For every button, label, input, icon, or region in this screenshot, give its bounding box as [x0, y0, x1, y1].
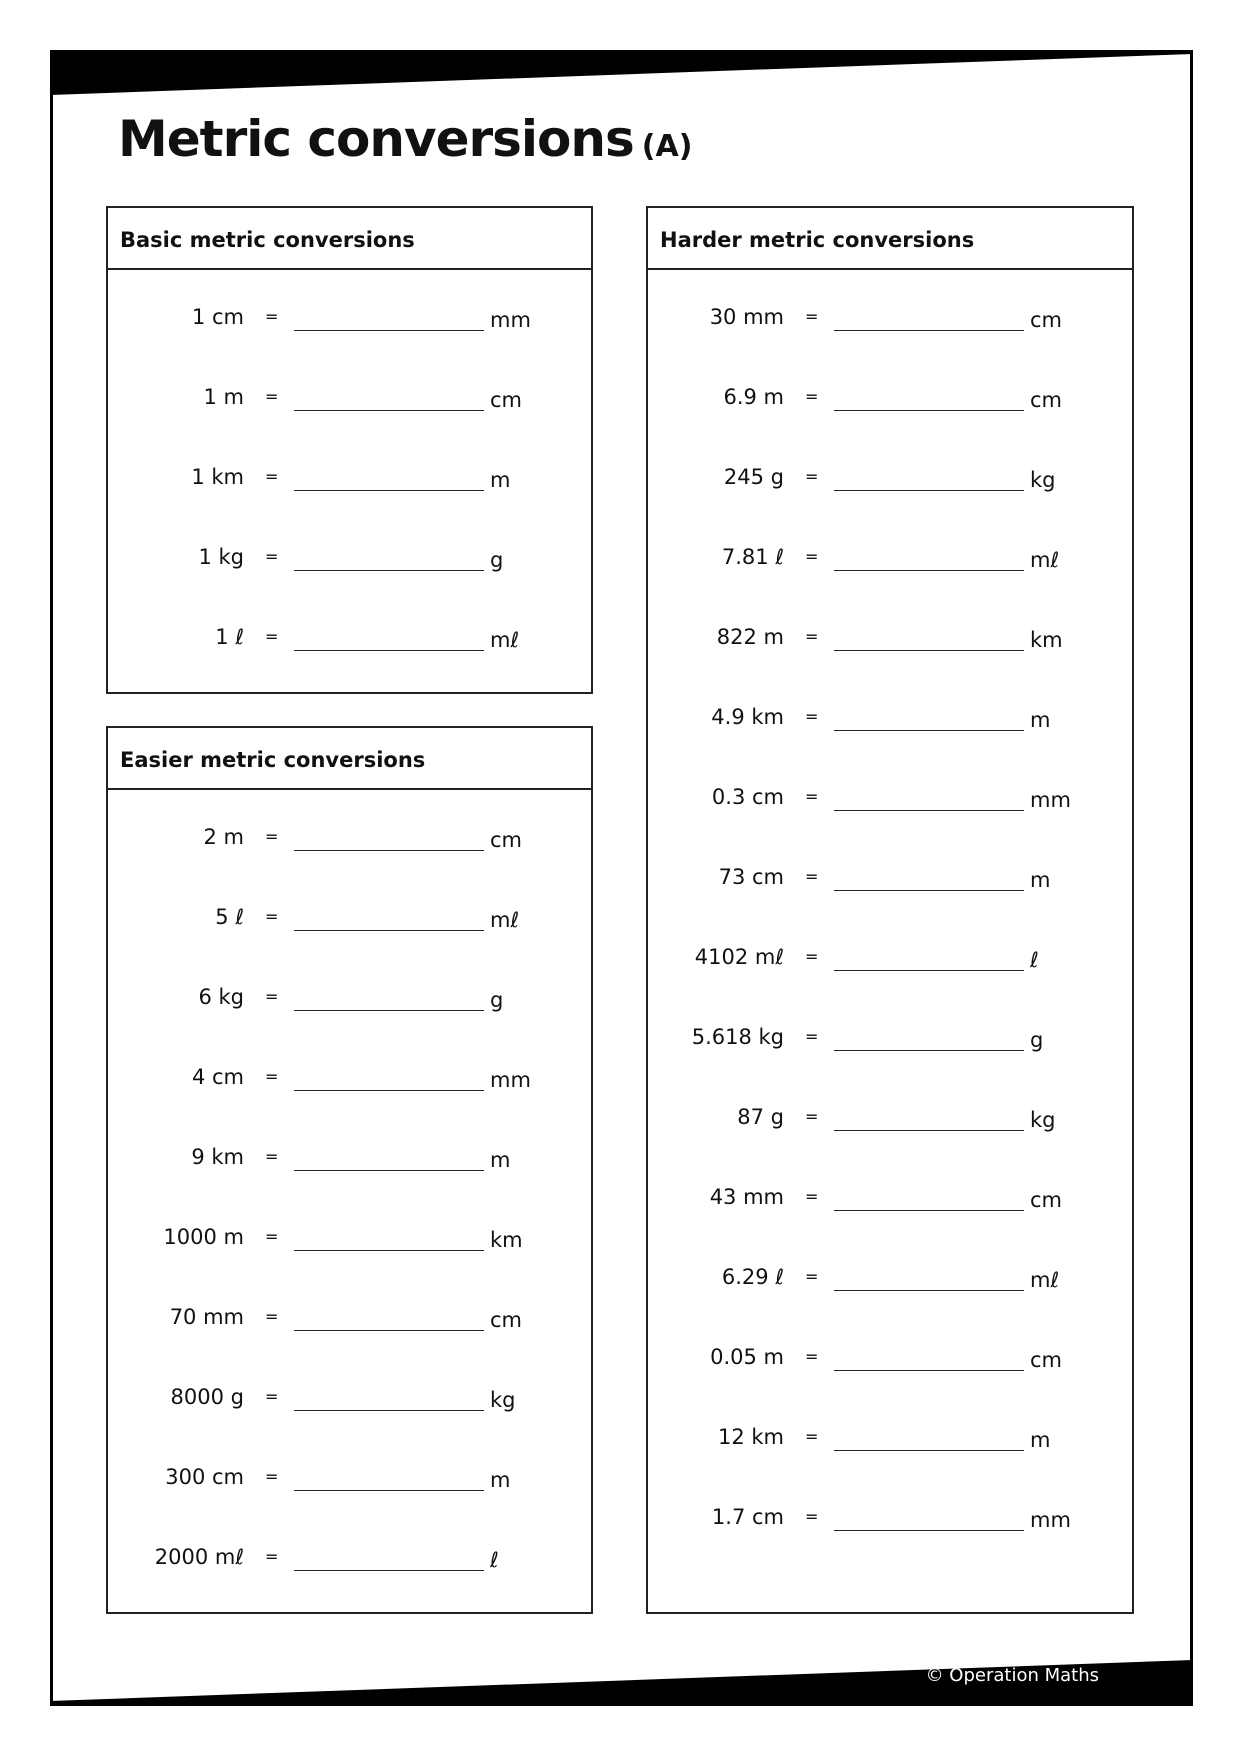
target-unit: g — [490, 988, 504, 1012]
given-quantity: 1 cm — [191, 305, 244, 329]
answer-blank[interactable] — [834, 1050, 1024, 1051]
conversion-row — [108, 1145, 591, 1185]
answer-blank[interactable] — [834, 1370, 1024, 1371]
conversion-row — [108, 985, 591, 1025]
given-quantity: 70 mm — [169, 1305, 244, 1329]
target-unit: cm — [1030, 1348, 1063, 1372]
conversion-row — [648, 1185, 1132, 1225]
given-quantity: 1.7 cm — [711, 1505, 784, 1529]
panel-harder — [646, 206, 1134, 1614]
equals-sign: = — [805, 1267, 819, 1286]
given-quantity: 5 ℓ — [215, 905, 244, 929]
answer-blank[interactable] — [294, 1090, 484, 1091]
target-unit: kg — [1030, 468, 1056, 492]
equals-sign: = — [805, 307, 819, 326]
conversion-row — [648, 1105, 1132, 1145]
target-unit: mm — [490, 308, 531, 332]
target-unit: mℓ — [490, 628, 520, 652]
equals-sign: = — [265, 1147, 279, 1166]
equals-sign: = — [265, 1467, 279, 1486]
conversion-row — [648, 1265, 1132, 1305]
answer-blank[interactable] — [834, 970, 1024, 971]
equals-sign: = — [265, 1227, 279, 1246]
equals-sign: = — [265, 1307, 279, 1326]
panel-heading: Easier metric conversions — [108, 728, 591, 790]
equals-sign: = — [265, 907, 279, 926]
target-unit: mm — [490, 1068, 531, 1092]
conversion-row — [648, 1505, 1132, 1545]
conversion-row — [648, 545, 1132, 585]
conversion-row — [108, 1465, 591, 1505]
equals-sign: = — [805, 787, 819, 806]
target-unit: m — [1030, 708, 1051, 732]
target-unit: m — [490, 1148, 511, 1172]
given-quantity: 4102 mℓ — [694, 945, 784, 969]
target-unit: m — [1030, 868, 1051, 892]
conversion-row — [108, 1225, 591, 1265]
answer-blank[interactable] — [834, 1130, 1024, 1131]
target-unit: ℓ — [1030, 948, 1039, 972]
answer-blank[interactable] — [834, 410, 1024, 411]
equals-sign: = — [805, 1347, 819, 1366]
equals-sign: = — [265, 627, 279, 646]
conversion-row — [648, 1425, 1132, 1465]
given-quantity: 8000 g — [170, 1385, 244, 1409]
given-quantity: 1 kg — [198, 545, 244, 569]
answer-blank[interactable] — [294, 1410, 484, 1411]
target-unit: m — [490, 1468, 511, 1492]
equals-sign: = — [265, 987, 279, 1006]
equals-sign: = — [805, 1187, 819, 1206]
conversion-row — [648, 865, 1132, 905]
answer-blank[interactable] — [294, 330, 484, 331]
given-quantity: 2000 mℓ — [154, 1545, 244, 1569]
answer-blank[interactable] — [294, 1570, 484, 1571]
conversion-row — [108, 1305, 591, 1345]
equals-sign: = — [805, 1507, 819, 1526]
conversion-row — [648, 1345, 1132, 1385]
panel-easier — [106, 726, 593, 1614]
answer-blank[interactable] — [294, 570, 484, 571]
given-quantity: 6.9 m — [723, 385, 784, 409]
copyright-text: © Operation Maths — [925, 1665, 1099, 1686]
given-quantity: 822 m — [716, 625, 784, 649]
conversion-row — [108, 385, 591, 425]
conversion-row — [648, 785, 1132, 825]
answer-blank[interactable] — [294, 490, 484, 491]
top-band — [0, 50, 1241, 95]
given-quantity: 87 g — [737, 1105, 784, 1129]
answer-blank[interactable] — [294, 850, 484, 851]
equals-sign: = — [265, 547, 279, 566]
conversion-row — [648, 945, 1132, 985]
answer-blank[interactable] — [294, 650, 484, 651]
given-quantity: 6.29 ℓ — [721, 1265, 784, 1289]
target-unit: g — [1030, 1028, 1044, 1052]
given-quantity: 5.618 kg — [691, 1025, 784, 1049]
given-quantity: 6 kg — [198, 985, 244, 1009]
target-unit: kg — [490, 1388, 516, 1412]
conversion-row — [648, 1025, 1132, 1065]
equals-sign: = — [265, 1547, 279, 1566]
target-unit: kg — [1030, 1108, 1056, 1132]
conversion-row — [108, 545, 591, 585]
given-quantity: 73 cm — [718, 865, 784, 889]
conversion-row — [108, 305, 591, 345]
answer-blank[interactable] — [834, 810, 1024, 811]
given-quantity: 300 cm — [165, 1465, 244, 1489]
equals-sign: = — [805, 467, 819, 486]
equals-sign: = — [805, 547, 819, 566]
panel-basic — [106, 206, 593, 694]
given-quantity: 4.9 km — [711, 705, 784, 729]
equals-sign: = — [805, 867, 819, 886]
target-unit: ℓ — [490, 1548, 499, 1572]
given-quantity: 0.05 m — [710, 1345, 784, 1369]
target-unit: cm — [490, 388, 523, 412]
equals-sign: = — [265, 827, 279, 846]
given-quantity: 1 m — [203, 385, 244, 409]
conversion-row — [108, 1545, 591, 1585]
conversion-row — [648, 385, 1132, 425]
answer-blank[interactable] — [834, 1450, 1024, 1451]
page-title — [118, 110, 692, 168]
equals-sign: = — [805, 387, 819, 406]
target-unit: mm — [1030, 788, 1071, 812]
conversion-row — [108, 1385, 591, 1425]
given-quantity: 4 cm — [191, 1065, 244, 1089]
equals-sign: = — [805, 1427, 819, 1446]
answer-blank[interactable] — [294, 1490, 484, 1491]
given-quantity: 1 km — [191, 465, 244, 489]
equals-sign: = — [265, 387, 279, 406]
target-unit: mℓ — [1030, 548, 1060, 572]
given-quantity: 12 km — [717, 1425, 784, 1449]
panel-heading: Basic metric conversions — [108, 208, 591, 270]
answer-blank[interactable] — [294, 930, 484, 931]
page-title-text: Metric conversions — [118, 110, 634, 168]
equals-sign: = — [265, 1387, 279, 1406]
equals-sign: = — [805, 707, 819, 726]
answer-blank[interactable] — [834, 1290, 1024, 1291]
answer-blank[interactable] — [834, 1530, 1024, 1531]
equals-sign: = — [805, 1027, 819, 1046]
target-unit: cm — [1030, 388, 1063, 412]
conversion-row — [108, 465, 591, 505]
target-unit: cm — [490, 828, 523, 852]
given-quantity: 43 mm — [709, 1185, 784, 1209]
target-unit: km — [490, 1228, 523, 1252]
answer-blank[interactable] — [294, 1010, 484, 1011]
answer-blank[interactable] — [834, 330, 1024, 331]
answer-blank[interactable] — [834, 650, 1024, 651]
target-unit: m — [490, 468, 511, 492]
equals-sign: = — [265, 1067, 279, 1086]
conversion-row — [648, 465, 1132, 505]
target-unit: mm — [1030, 1508, 1071, 1532]
equals-sign: = — [805, 627, 819, 646]
conversion-row — [648, 305, 1132, 345]
target-unit: g — [490, 548, 504, 572]
answer-blank[interactable] — [834, 570, 1024, 571]
panel-heading: Harder metric conversions — [648, 208, 1132, 270]
given-quantity: 7.81 ℓ — [721, 545, 784, 569]
given-quantity: 1000 m — [163, 1225, 244, 1249]
conversion-row — [108, 625, 591, 665]
target-unit: m — [1030, 1428, 1051, 1452]
equals-sign: = — [265, 467, 279, 486]
target-unit: cm — [1030, 308, 1063, 332]
target-unit: mℓ — [1030, 1268, 1060, 1292]
answer-blank[interactable] — [834, 890, 1024, 891]
given-quantity: 245 g — [723, 465, 784, 489]
page-title-suffix: (A) — [641, 129, 693, 164]
answer-blank[interactable] — [294, 1250, 484, 1251]
answer-blank[interactable] — [294, 410, 484, 411]
target-unit: cm — [490, 1308, 523, 1332]
given-quantity: 2 m — [203, 825, 244, 849]
given-quantity: 30 mm — [709, 305, 784, 329]
answer-blank[interactable] — [834, 730, 1024, 731]
conversion-row — [648, 705, 1132, 745]
target-unit: km — [1030, 628, 1063, 652]
given-quantity: 1 ℓ — [215, 625, 244, 649]
equals-sign: = — [265, 307, 279, 326]
conversion-row — [108, 1065, 591, 1105]
answer-blank[interactable] — [834, 1210, 1024, 1211]
answer-blank[interactable] — [834, 490, 1024, 491]
target-unit: mℓ — [490, 908, 520, 932]
answer-blank[interactable] — [294, 1170, 484, 1171]
equals-sign: = — [805, 947, 819, 966]
given-quantity: 9 km — [191, 1145, 244, 1169]
conversion-row — [648, 625, 1132, 665]
conversion-row — [108, 905, 591, 945]
equals-sign: = — [805, 1107, 819, 1126]
given-quantity: 0.3 cm — [711, 785, 784, 809]
target-unit: cm — [1030, 1188, 1063, 1212]
answer-blank[interactable] — [294, 1330, 484, 1331]
conversion-row — [108, 825, 591, 865]
